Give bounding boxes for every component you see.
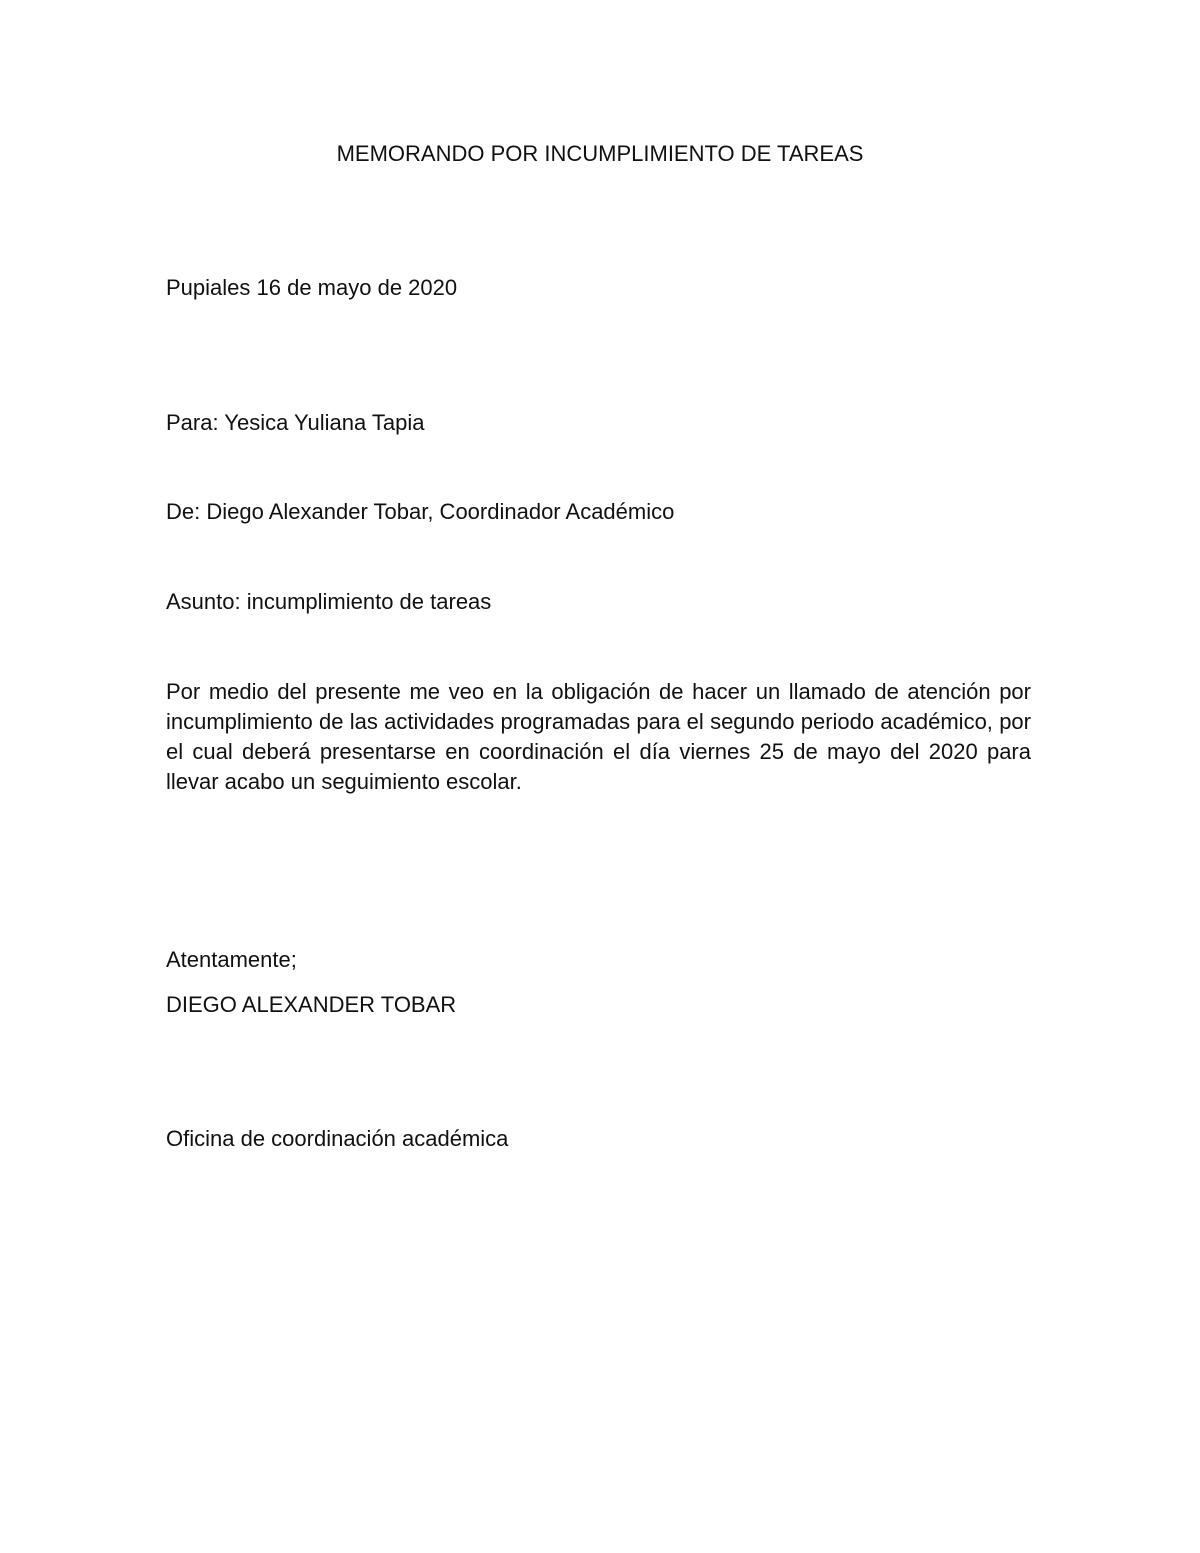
subject-line: Asunto: incumplimiento de tareas — [166, 589, 492, 614]
memo-body: Por medio del presente me veo en la obligación de hacer un llamado de atención por incumplimiento de las actividades programadas para el segundo periodo académico, por el cual deberá presentarse en coordinación el día viernes 25 de mayo del 2020 para llevar acabo un seguimiento escolar. — [166, 679, 1031, 794]
closing: Atentamente; — [166, 947, 297, 972]
memo-title: MEMORANDO POR INCUMPLIMIENTO DE TAREAS — [336, 141, 864, 166]
sender-line: De: Diego Alexander Tobar, Coordinador Académico — [166, 499, 675, 524]
signature-name: DIEGO ALEXANDER TOBAR — [166, 992, 457, 1017]
office-line: Oficina de coordinación académica — [166, 1126, 509, 1151]
recipient-line: Para: Yesica Yuliana Tapia — [166, 410, 425, 435]
place-date: Pupiales 16 de mayo de 2020 — [166, 275, 458, 300]
